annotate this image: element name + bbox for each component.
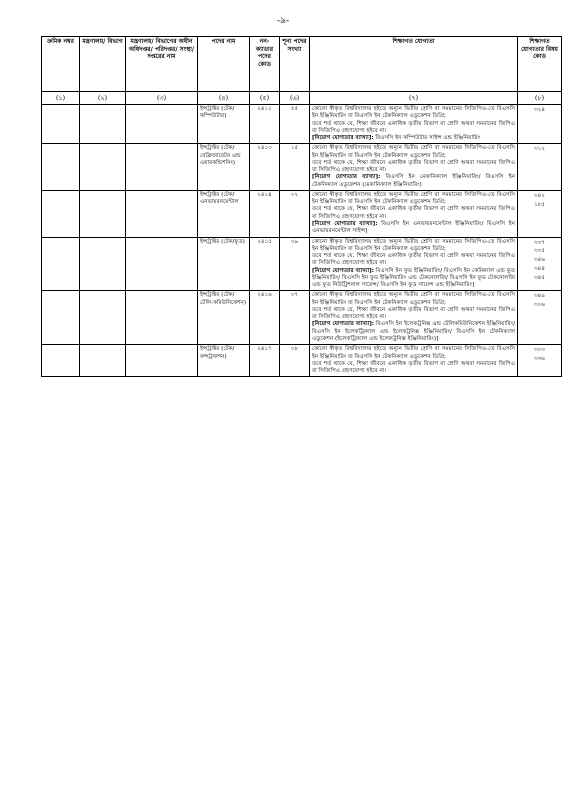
eligibility-note bbox=[312, 135, 515, 142]
post-code: ২৪১৪ bbox=[250, 190, 280, 237]
ministry-cell bbox=[80, 291, 126, 345]
post-name: ইন্সট্রাক্টর (টেক/ কন্সট্রাকশন) bbox=[198, 345, 250, 377]
post-code: ২৪১৭ bbox=[250, 345, 280, 377]
note-text: বিএসসি ইন ফুড ইঞ্জিনিয়ারিং/ বিএসসি ইন কেমিক্যাল এন্ড ফুড ইঞ্জিনিয়ারিং/ বিএসসি ইন ফুড ইঞ্জিনিয়ারিং এন্ড টেকনোলজি/ বিএসসি ইন ফুড টেকনোলজি এন্ড ফুড নিউট্রিশনাল সায়েন্স/ বিএসসি ইন ফুড সায়েন্স এন্ড ইঞ্জিনিয়ারিং] bbox=[312, 267, 516, 289]
column-number: (২) bbox=[80, 92, 126, 105]
subject-code: ৩৪৯ bbox=[534, 293, 545, 300]
vacancy-count: ৫৫ bbox=[280, 105, 310, 144]
subject-codes bbox=[518, 345, 562, 377]
subject-code: ৩৪২ bbox=[534, 192, 545, 199]
header-cell: শিক্ষাগত যোগ্যতার বিষয় কোড bbox=[518, 37, 562, 92]
subject-code: ৩৩৭ bbox=[534, 239, 545, 246]
serial-cell bbox=[42, 345, 80, 377]
serial-cell bbox=[42, 144, 80, 191]
vacancy-count: ০৯ bbox=[280, 237, 310, 291]
column-number: (৭) bbox=[310, 92, 518, 105]
eligibility-cell bbox=[310, 105, 518, 144]
ministry-cell bbox=[80, 105, 126, 144]
note-label: [নিয়োগ যোগ্যতার ব্যাখ্যা]: bbox=[312, 174, 381, 181]
serial-cell bbox=[42, 105, 80, 144]
vacancy-count: ০৭ bbox=[280, 291, 310, 345]
post-code: ২৪১৬ bbox=[250, 291, 280, 345]
subject-code: ৩৪৪ bbox=[534, 266, 545, 273]
department-cell bbox=[126, 237, 198, 291]
header-cell: মন্ত্রণালয়/ বিভাগ bbox=[80, 37, 126, 92]
eligibility-cell bbox=[310, 345, 518, 377]
post-name: ইন্সট্রাক্টর (টেক/ এনভায়রনমেন্টাল bbox=[198, 190, 250, 237]
note-label: [নিয়োগ যোগ্যতার ব্যাখ্যা]: bbox=[312, 135, 374, 142]
note-label: [নিয়োগ যোগ্যতার ব্যাখ্যা]: bbox=[312, 267, 374, 274]
eligibility-cell bbox=[310, 144, 518, 191]
subject-codes bbox=[518, 190, 562, 237]
table-row bbox=[42, 105, 562, 144]
post-name: ইন্সট্রাক্টর (টেক/ কম্পিউটার) bbox=[198, 105, 250, 144]
subject-code: ৩৩৬ bbox=[534, 356, 545, 363]
column-number: (৩) bbox=[126, 92, 198, 105]
subject-code: ৩০৩ bbox=[534, 347, 545, 354]
eligibility-text: কোনো স্বীকৃত বিশ্ববিদ্যালয় হইতে অন্যূন দ্বিতীয় শ্রেণি বা সমমানের সিজিপিএ-তে বিএসসি ইন ইঞ্জিনিয়ারিং বা বিএসসি ইন টেকনিক্যাল এডুকেশন ডিগ্রি; bbox=[312, 292, 515, 306]
vacancy-count: ০৮ bbox=[280, 345, 310, 377]
note-text: বিএসসি ইন কম্পিউটার সাইন্স এন্ড ইঞ্জিনিয়ারিং bbox=[375, 135, 481, 142]
department-cell bbox=[126, 144, 198, 191]
eligibility-note bbox=[312, 221, 515, 236]
note-text: বিএসসি ইন মেকানিক্যাল ইঞ্জিনিয়ারিং/ বিএসসি ইন টেকনিক্যাল এডুকেশন (মেকানিক্যাল ইঞ্জিনিয়ারিং) bbox=[312, 174, 515, 188]
eligibility-condition: তবে শর্ত থাকে যে, শিক্ষা জীবনে একাধিক তৃতীয় বিভাগ বা শ্রেণি অথবা সমমানের জিপিএ বা সিজিপিএ গ্রহণযোগ্য হইবে না। bbox=[312, 360, 515, 375]
table-row bbox=[42, 190, 562, 237]
ministry-cell bbox=[80, 190, 126, 237]
serial-cell bbox=[42, 237, 80, 291]
subject-codes bbox=[518, 144, 562, 191]
serial-cell bbox=[42, 190, 80, 237]
subject-code: ৩৪৫ bbox=[534, 275, 545, 282]
eligibility-cell bbox=[310, 190, 518, 237]
column-number: (৮) bbox=[518, 92, 562, 105]
column-number: (৫) bbox=[250, 92, 280, 105]
note-label: [নিয়োগ যোগ্যতার ব্যাখ্যা]: bbox=[312, 220, 378, 227]
ministry-cell bbox=[80, 237, 126, 291]
column-number-row bbox=[42, 92, 562, 105]
eligibility-note bbox=[312, 268, 515, 290]
post-code: ২৪১৫ bbox=[250, 237, 280, 291]
header-cell: মন্ত্রণালয়/ বিভাগের অধীন অধিদপ্তর/ পরিদপ্তর/ সংস্থা/ দপ্তরের নাম bbox=[126, 37, 198, 92]
subject-code: ৩৪৬ bbox=[534, 257, 545, 264]
subject-code: ৩০৬ bbox=[534, 302, 545, 309]
eligibility-note bbox=[312, 174, 515, 189]
posts-table bbox=[41, 36, 562, 377]
ministry-cell bbox=[80, 345, 126, 377]
eligibility-condition: তবে শর্ত থাকে যে, শিক্ষা জীবনে একাধিক তৃতীয় বিভাগ বা শ্রেণি অথবা সমমানের জিপিএ বা সিজিপিএ গ্রহণযোগ্য হইবে না। bbox=[312, 120, 515, 134]
table-row bbox=[42, 237, 562, 291]
post-name: ইন্সট্রাক্টর (টেক/টেলি-কমিউনিকেশন) bbox=[198, 291, 250, 345]
subject-codes bbox=[518, 237, 562, 291]
eligibility-condition: তবে শর্ত থাকে যে, শিক্ষা জীবনে একাধিক তৃতীয় বিভাগ বা শ্রেণি অথবা সমমানের জিপিএ বা সিজিপিএ গ্রহণযোগ্য হইবে না। bbox=[312, 206, 515, 220]
serial-cell bbox=[42, 291, 80, 345]
table-row bbox=[42, 291, 562, 345]
eligibility-text: কোনো স্বীকৃত বিশ্ববিদ্যালয় হইতে অন্যূন দ্বিতীয় শ্রেণি বা সমমানের সিজিপিএ-তে বিএসসি ইন ইঞ্জিনিয়ারিং বা বিএসসি ইন টেকনিক্যাল এডুকেশন ডিগ্রি; bbox=[312, 145, 515, 159]
ministry-cell bbox=[80, 144, 126, 191]
eligibility-cell bbox=[310, 291, 518, 345]
eligibility-condition: তবে শর্ত থাকে যে, শিক্ষা জীবনে একাধিক তৃতীয় বিভাগ বা শ্রেণি অথবা সমমানের জিপিএ বা সিজিপিএ গ্রহণযোগ্য হইবে না। bbox=[312, 253, 515, 267]
eligibility-text: কোনো স্বীকৃত বিশ্ববিদ্যালয় হইতে অন্যূন দ্বিতীয় শ্রেণি বা সমমানের সিজিপিএ-তে বিএসসি ইন ইঞ্জিনিয়ারিং বা বিএসসি ইন টেকনিক্যাল এডুকেশন ডিগ্রি; bbox=[312, 346, 515, 360]
note-label: [নিয়োগ যোগ্যতার ব্যাখ্যা]: bbox=[312, 321, 374, 328]
table-row bbox=[42, 345, 562, 377]
column-number: (৪) bbox=[198, 92, 250, 105]
note-text: বিএসসি ইন ইলেকট্রনিক্স এন্ড টেলিকমিউনিকেশন ইঞ্জিনিয়ারিং/ বিএসসি ইন ইলেকট্রিক্যাল এন্ড ইলেকট্রনিক্স ইঞ্জিনিয়ারিং/ বিএসসি ইন টেকনিক্যাল এডুকেশন (ইলেকট্রিক্যাল এন্ড ইলেকট্রনিক্স ইঞ্জিনিয়ারিং)] bbox=[312, 321, 515, 342]
vacancy-count: ১৫ bbox=[280, 144, 310, 191]
post-name: ইন্সট্রাক্টর (টেক/ রেফ্রিজারেটর এন্ড এয়ারকন্ডিশনিং) bbox=[198, 144, 250, 191]
header-cell: ক্রমিক নম্বর bbox=[42, 37, 80, 92]
vacancy-count: ০২ bbox=[280, 190, 310, 237]
eligibility-cell bbox=[310, 237, 518, 291]
subject-codes bbox=[518, 291, 562, 345]
eligibility-text: কোনো স্বীকৃত বিশ্ববিদ্যালয় হইতে অন্যূন দ্বিতীয় শ্রেণি বা সমমানের সিজিপিএ-তে বিএসসি ইন ইঞ্জিনিয়ারিং বা বিএসসি ইন টেকনিক্যাল এডুকেশন ডিগ্রি; bbox=[312, 191, 515, 206]
eligibility-condition: তবে শর্ত থাকে যে, শিক্ষা জীবনে একাধিক তৃতীয় বিভাগ বা শ্রেণি অথবা সমমানের জিপিএ বা সিজিপিএ গ্রহণযোগ্য হইবে না। bbox=[312, 159, 515, 174]
eligibility-text: কোনো স্বীকৃত বিশ্ববিদ্যালয় হইতে অন্যূন দ্বিতীয় শ্রেণি বা সমমানের সিজিপিএ-তে বিএসসি ইন ইঞ্জিনিয়ারিং বা বিএসসি ইন টেকনিক্যাল এডুকেশন ডিগ্রি; bbox=[312, 238, 515, 252]
column-number: (১) bbox=[42, 92, 80, 105]
note-text: বিএসসি ইন এনভায়রনমেন্টাল ইঞ্জিনিয়ারিং/ বিএসসি ইন এনভায়রনমেন্টাল সাইন্স] bbox=[312, 220, 515, 235]
header-cell: শূন্য পদের সংখ্যা bbox=[280, 37, 310, 92]
eligibility-condition: তবে শর্ত থাকে যে, শিক্ষা জীবনে একাধিক তৃতীয় বিভাগ বা শ্রেণি অথবা সমমানের জিপিএ বা সিজিপিএ গ্রহণযোগ্য হইবে না। bbox=[312, 306, 515, 321]
post-name: ইন্সট্রাক্টর (টেক/ফুড) bbox=[198, 237, 250, 291]
department-cell bbox=[126, 291, 198, 345]
header-cell: শিক্ষাগত যোগ্যতা bbox=[310, 37, 518, 92]
department-cell bbox=[126, 105, 198, 144]
subject-code: ৩১২ bbox=[534, 146, 545, 153]
post-code: ২৪১৩ bbox=[250, 144, 280, 191]
subject-code: ৩২৪ bbox=[534, 107, 545, 113]
subject-codes bbox=[518, 105, 562, 144]
header-cell: নন-ক্যাডার পদের কোড bbox=[250, 37, 280, 92]
page-number: -৯- bbox=[276, 16, 290, 26]
department-cell bbox=[126, 345, 198, 377]
table-row bbox=[42, 144, 562, 191]
post-code: ২৪১২ bbox=[250, 105, 280, 144]
header-cell: পদের নাম bbox=[198, 37, 250, 92]
eligibility-text: কোনো স্বীকৃত বিশ্ববিদ্যালয় হইতে অন্যূন দ্বিতীয় শ্রেণি বা সমমানের সিজিপিএ-তে বিএসসি ইন ইঞ্জিনিয়ারিং বা বিএসসি ইন টেকনিক্যাল এডুকেশন ডিগ্রি; bbox=[312, 106, 515, 120]
department-cell bbox=[126, 190, 198, 237]
header-row bbox=[42, 37, 562, 92]
column-number: (৬) bbox=[280, 92, 310, 105]
subject-code: ৩৩৫ bbox=[534, 248, 545, 255]
subject-code: ১৮৫ bbox=[534, 201, 545, 208]
eligibility-note bbox=[312, 321, 515, 343]
